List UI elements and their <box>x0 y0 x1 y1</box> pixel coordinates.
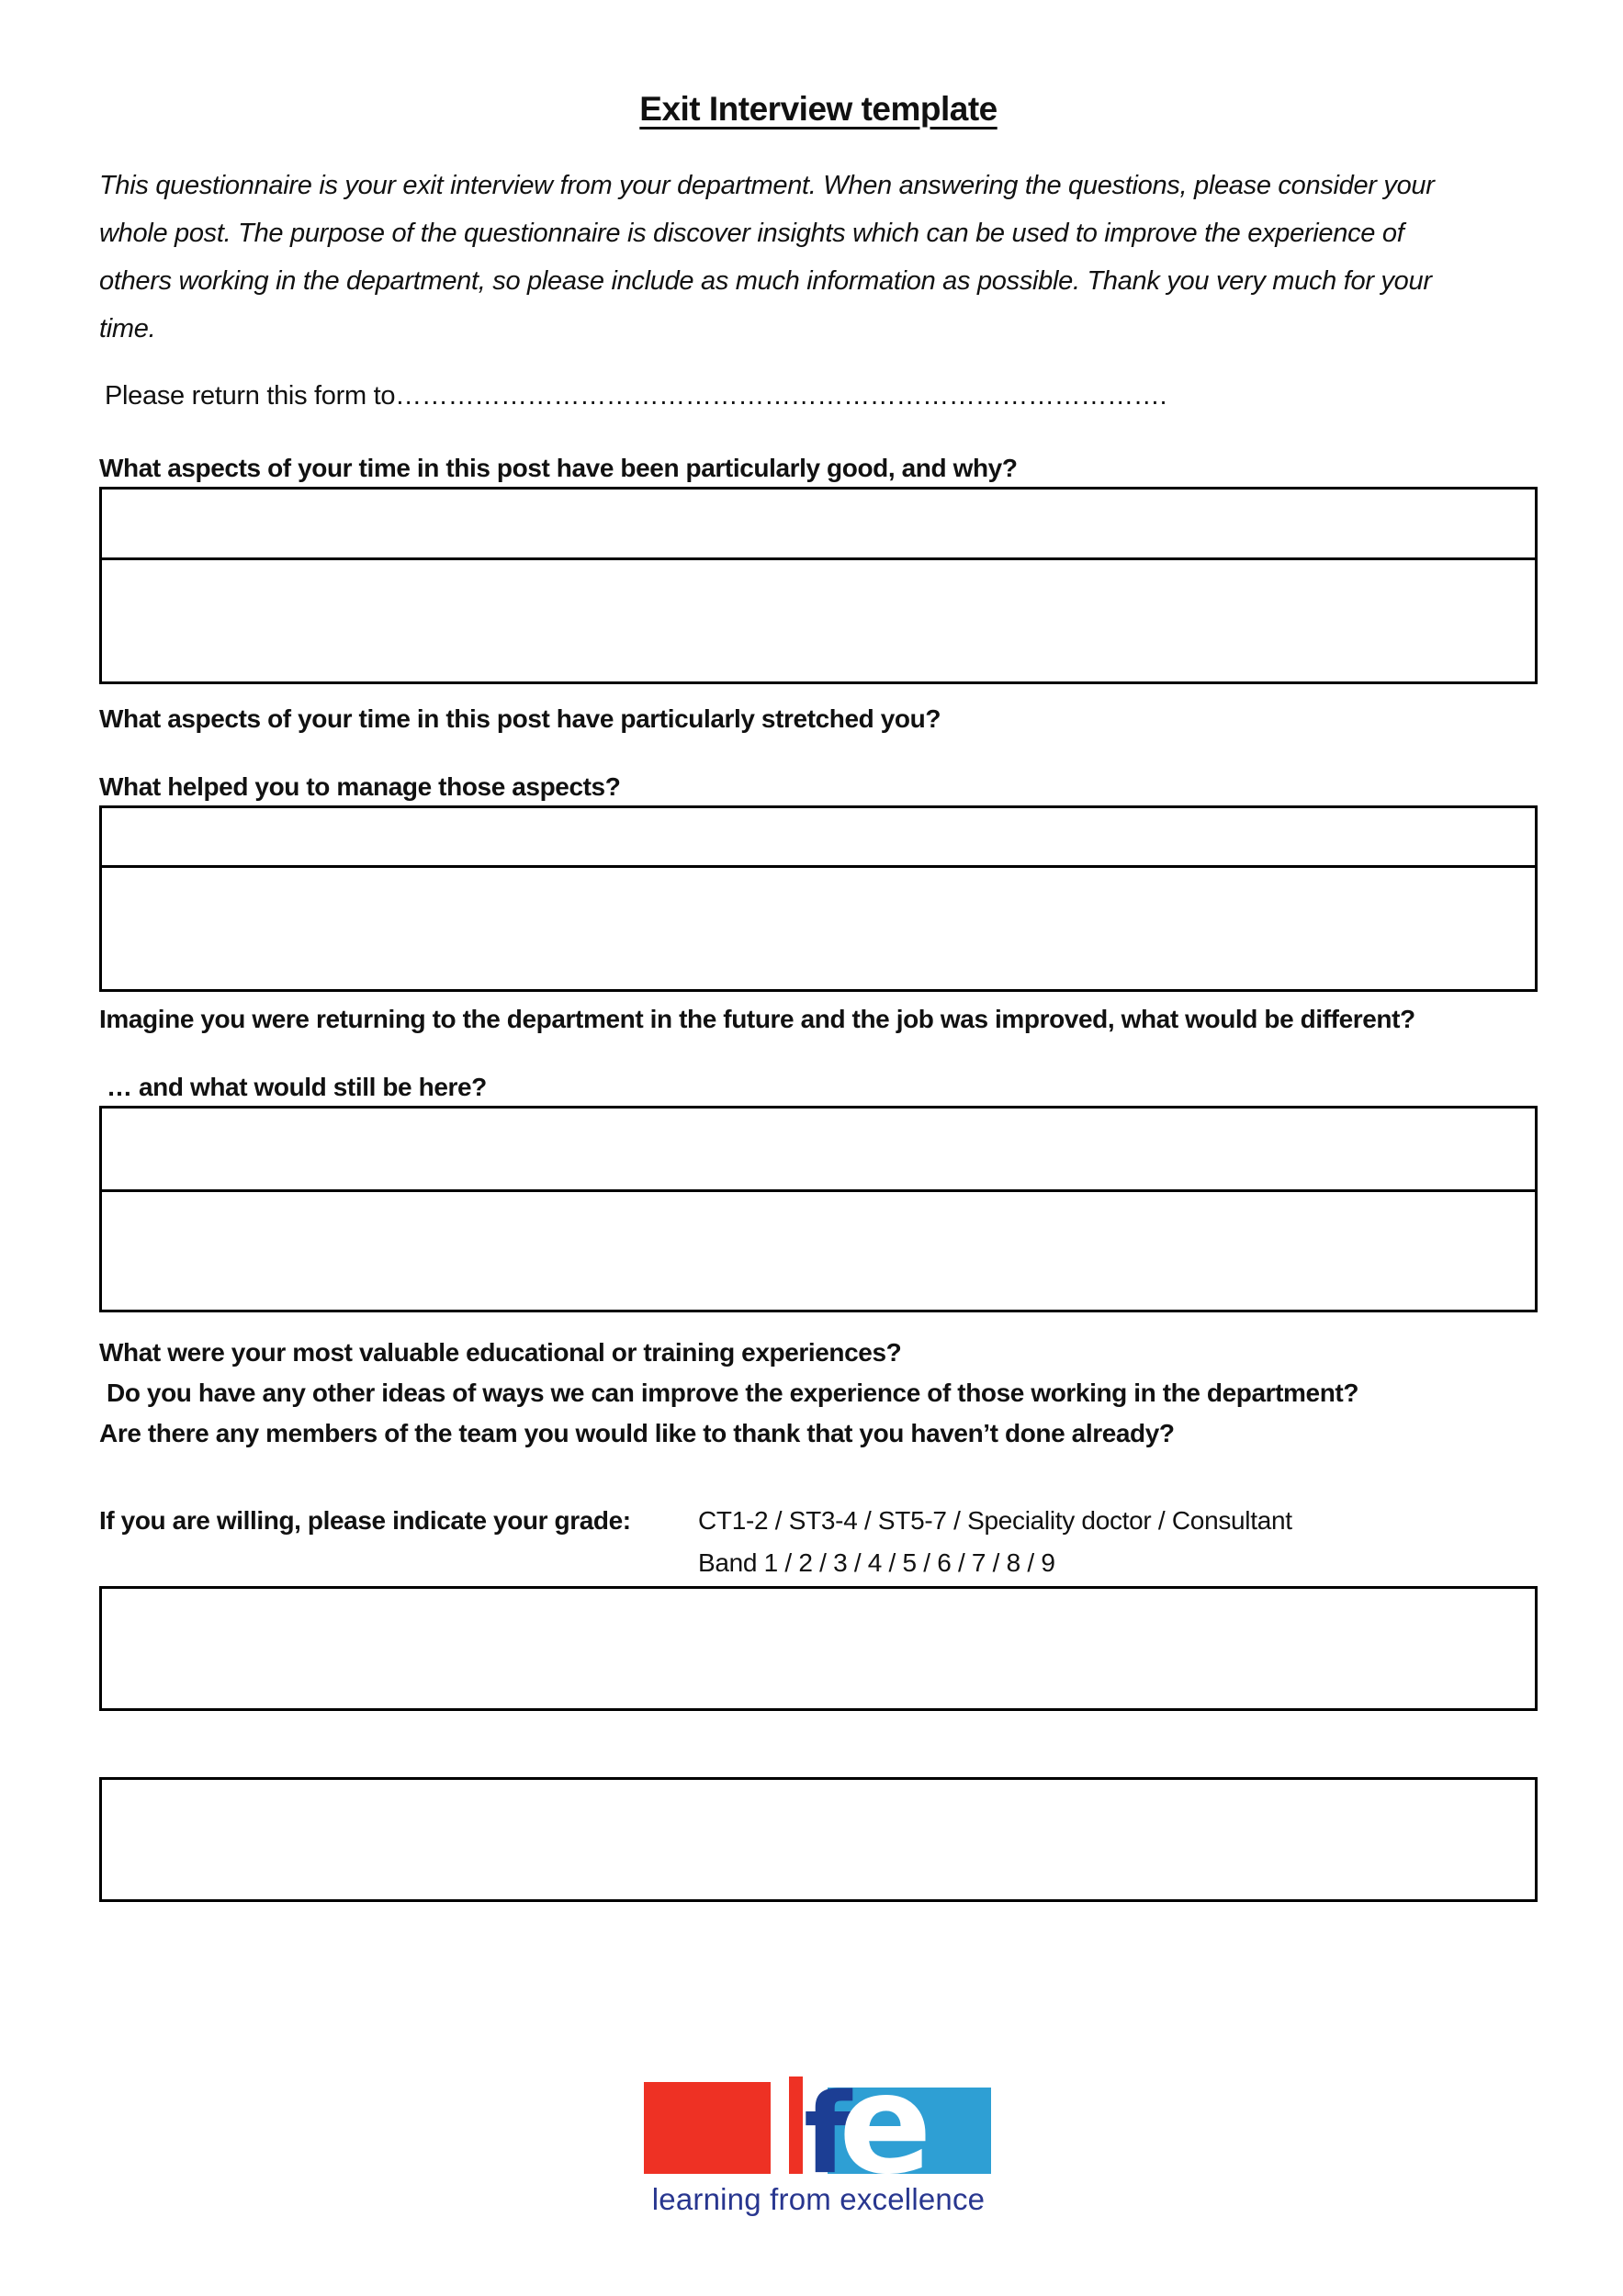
answer-box[interactable] <box>102 560 1535 681</box>
question-manage: What helped you to manage those aspects? <box>99 772 621 801</box>
answer-table-manage <box>99 805 1538 992</box>
answer-box[interactable] <box>102 868 1535 989</box>
question-improved: Imagine you were returning to the department in the future and the job was improved, what would be different? <box>99 1005 1415 1033</box>
question-good: What aspects of your time in this post have been particularly good, and why? <box>99 454 1018 482</box>
logo-letter-l <box>789 2077 803 2174</box>
question-thanks: Are there any members of the team you would like to thank that you haven’t done already? <box>99 1419 1175 1447</box>
intro-paragraph <box>99 162 1538 353</box>
logo-letter-f: f <box>804 2077 852 2179</box>
answer-box[interactable] <box>99 1777 1538 1902</box>
answer-box[interactable] <box>99 1586 1538 1711</box>
logo-red-rect <box>644 2082 771 2174</box>
grade-options <box>698 1500 1292 1584</box>
document-content <box>99 0 1538 2218</box>
answer-box[interactable] <box>102 808 1535 868</box>
answer-box[interactable] <box>102 1192 1535 1310</box>
answer-box[interactable] <box>102 1109 1535 1192</box>
answer-table-future <box>99 1106 1538 1312</box>
intro-line: whole post. The purpose of the questionnaire is discover insights which can be used to improve the experience of <box>99 219 1404 248</box>
return-form-line: Please return this form to……………………………………………………………………………. <box>105 381 1167 411</box>
grade-label: If you are willing, please indicate your grade: <box>99 1506 631 1535</box>
page-title: Exit Interview template <box>639 90 997 128</box>
lfe-logo-icon <box>644 2077 993 2179</box>
intro-line: This questionnaire is your exit interview from your department. When answering the questions, please consider your <box>99 171 1435 200</box>
logo-letter-e: e <box>839 2077 932 2179</box>
question-other-ideas: Do you have any other ideas of ways we can improve the experience of those working in the department? <box>107 1379 1359 1407</box>
question-education: What were your most valuable educational or training experiences? <box>99 1338 902 1367</box>
grade-options-band: Band 1 / 2 / 3 / 4 / 5 / 6 / 7 / 8 / 9 <box>698 1548 1055 1577</box>
question-stretched: What aspects of your time in this post have particularly stretched you? <box>99 704 941 733</box>
logo-tagline: learning from excellence <box>651 2182 986 2216</box>
intro-line: others working in the department, so please include as much information as possible. Thank you very much for your <box>99 266 1432 296</box>
answer-table-good <box>99 487 1538 684</box>
grade-section <box>99 1500 1538 1584</box>
grade-options-doctor: CT1-2 / ST3-4 / ST5-7 / Speciality doctor / Consultant <box>698 1506 1292 1535</box>
lfe-logo <box>644 2077 993 2218</box>
answer-box[interactable] <box>102 490 1535 560</box>
intro-line: time. <box>99 314 156 343</box>
question-still-here: … and what would still be here? <box>107 1073 487 1101</box>
